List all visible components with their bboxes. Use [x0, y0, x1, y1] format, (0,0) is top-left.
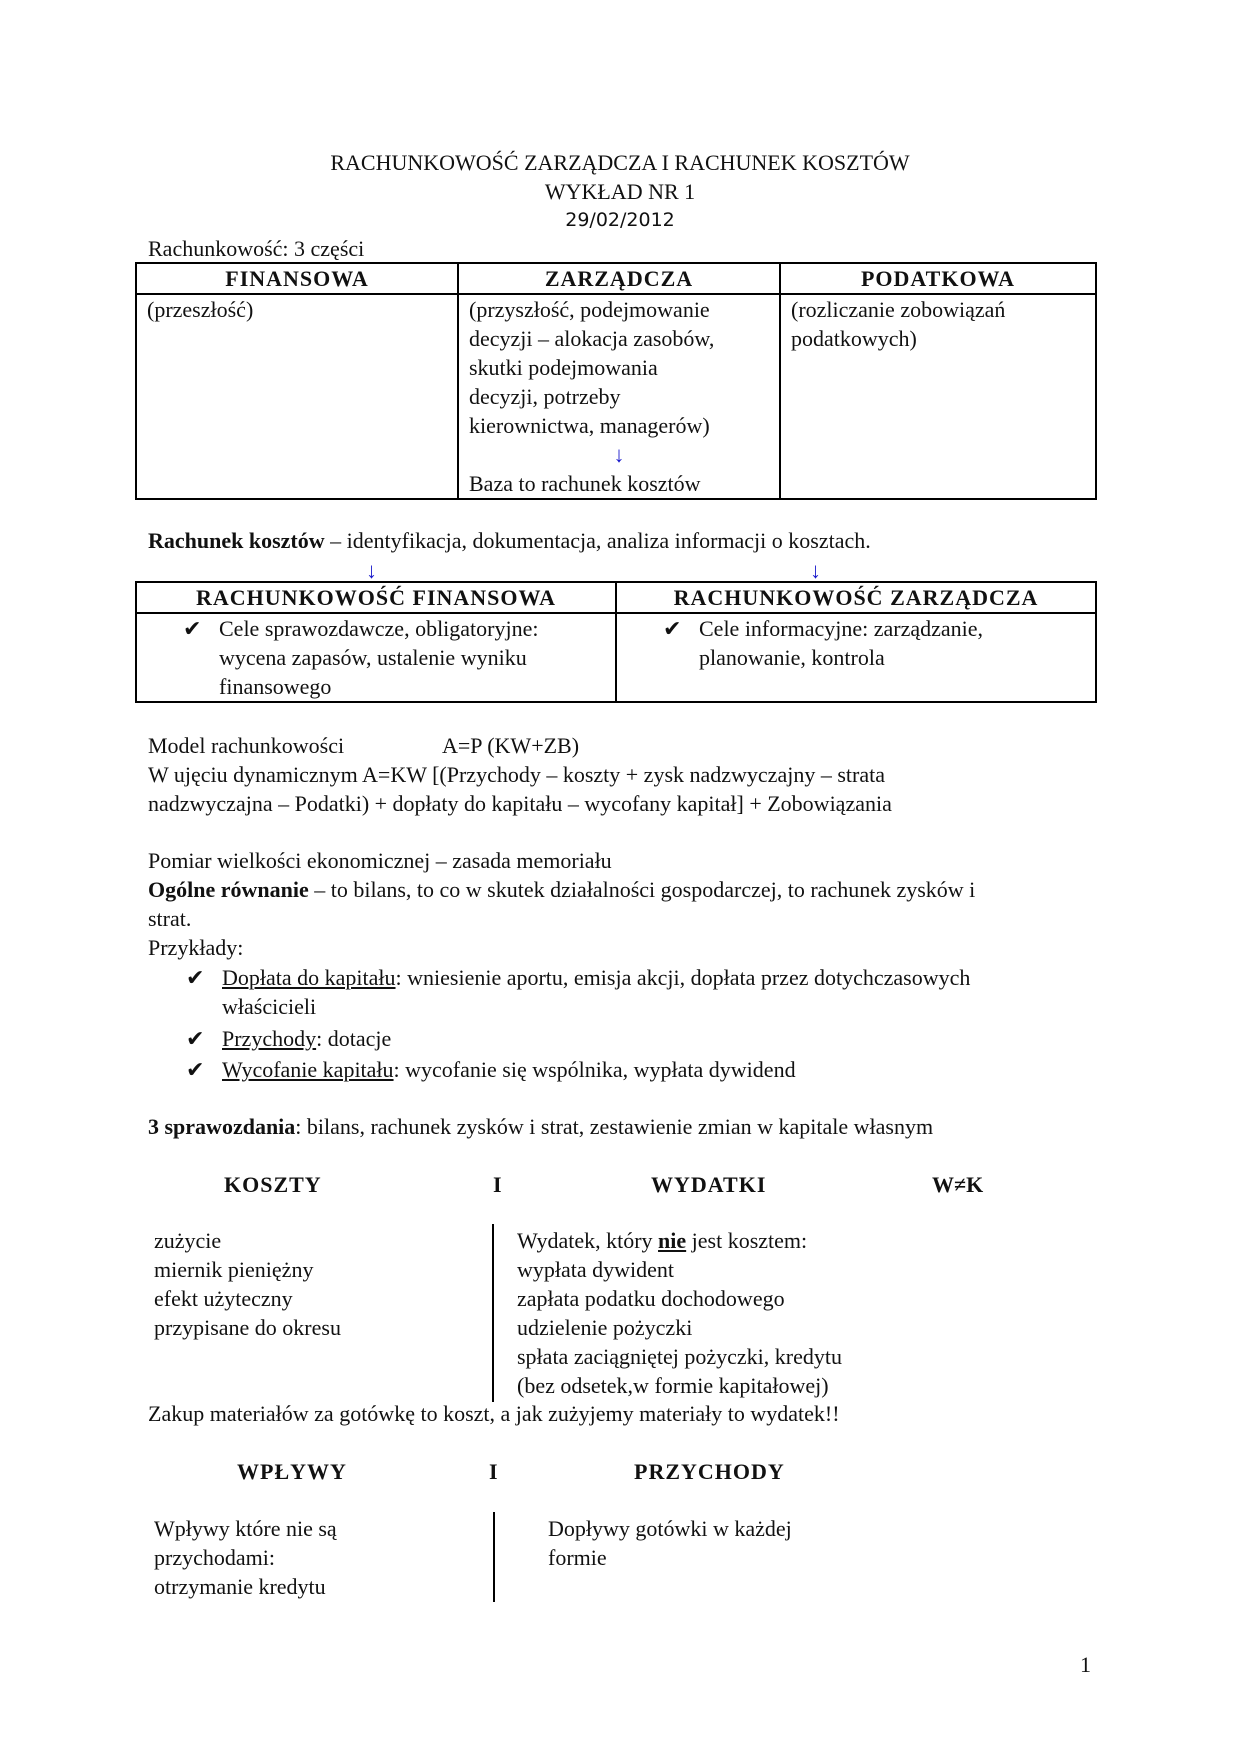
header-finansowa: FINANSOWA — [136, 263, 458, 294]
rachunek-kosztow-definition: Rachunek kosztów – identyfikacja, dokumentacja, analiza informacji o kosztach. — [148, 528, 871, 553]
intro-text: Rachunkowość: 3 części — [148, 236, 365, 261]
header-podatkowa: PODATKOWA — [780, 263, 1096, 294]
dynamic-formula-line1: W ujęciu dynamicznym A=KW [(Przychody – koszty + zysk nadzwyczajny – strata — [148, 762, 885, 787]
zakup-note: Zakup materiałów za gotówkę to koszt, a jak zużyjemy materiały to wydatek!! — [148, 1401, 840, 1426]
wydatki-heading: WYDATKI — [651, 1172, 767, 1197]
example-item: ✔ Dopłata do kapitału: wniesienie aportu, emisja akcji, dopłata przez dotychczasowych — [186, 965, 971, 990]
cell-finansowa-goals: ✔ Cele sprawozdawcze, obligatoryjne: wycena zapasów, ustalenie wyniku finansowego — [136, 613, 616, 702]
sprawozdania-text: 3 sprawozdania: bilans, rachunek zysków i strat, zestawienie zmian w kapitale własnym — [148, 1114, 934, 1139]
checkmark-icon: ✔ — [186, 965, 205, 990]
header-zarzadcza: ZARZĄDCZA — [458, 263, 780, 294]
example-item: ✔ Przychody: dotacje — [186, 1026, 392, 1051]
divider — [492, 1224, 494, 1402]
pomiar-text: Pomiar wielkości ekonomicznej – zasada memoriału — [148, 848, 612, 873]
wplywy-heading: WPŁYWY — [237, 1459, 347, 1484]
document-title: RACHUNKOWOŚĆ ZARZĄDCZA I RACHUNEK KOSZTÓW — [330, 150, 910, 175]
arrow-down-icon: ↓ — [366, 558, 377, 583]
header-rachunkowosc-zarzadcza: RACHUNKOWOŚĆ ZARZĄDCZA — [616, 582, 1096, 613]
arrow-down-icon: ↓ — [810, 558, 821, 583]
model-formula: A=P (KW+ZB) — [442, 733, 580, 758]
checkmark-icon: ✔ — [183, 616, 202, 641]
separator-i: I — [489, 1459, 498, 1484]
divider — [493, 1512, 495, 1602]
przychody-list: Dopływy gotówki w każdej formie — [548, 1516, 792, 1570]
checkmark-icon: ✔ — [663, 616, 682, 641]
koszty-list: zużycie miernik pieniężny efekt użyteczny przypisane do okresu — [154, 1228, 341, 1340]
cell-zarzadcza: (przyszłość, podejmowanie decyzji – alokacja zasobów, skutki podejmowania decyzji, potrzeby kierownictwa, managerów) ↓ Baza to rachunek kosztów — [458, 294, 780, 499]
example-item: ✔ Wycofanie kapitału: wycofanie się wspólnika, wypłata dywidend — [186, 1057, 796, 1082]
cell-finansowa: (przeszłość) — [136, 294, 458, 499]
koszty-heading: KOSZTY — [224, 1172, 322, 1197]
separator-i: I — [493, 1172, 502, 1197]
header-rachunkowosc-finansowa: RACHUNKOWOŚĆ FINANSOWA — [136, 582, 616, 613]
accounting-types-table — [135, 262, 1097, 500]
przychody-heading: PRZYCHODY — [634, 1459, 785, 1484]
checkmark-icon: ✔ — [186, 1026, 205, 1051]
checkmark-icon: ✔ — [186, 1057, 205, 1082]
cell-zarzadcza-goals: ✔ Cele informacyjne: zarządzanie, planowanie, kontrola — [616, 613, 1096, 702]
przyklady-label: Przykłady: — [148, 935, 244, 960]
lecture-number: WYKŁAD NR 1 — [544, 179, 696, 204]
accounting-comparison-table — [135, 581, 1097, 703]
example-item-cont: właścicieli — [222, 994, 317, 1019]
wplywy-list: Wpływy które nie są przychodami: otrzymanie kredytu — [154, 1516, 337, 1599]
ogolne-rownanie-cont: strat. — [148, 906, 192, 931]
dynamic-formula-line2: nadzwyczajna – Podatki) + dopłaty do kapitału – wycofany kapitał] + Zobowiązania — [148, 791, 892, 816]
model-label: Model rachunkowości — [148, 733, 345, 758]
w-not-equal-k: W≠K — [932, 1172, 984, 1197]
arrow-down-icon: ↓ — [613, 442, 625, 467]
cell-podatkowa: (rozliczanie zobowiązań podatkowych) — [780, 294, 1096, 499]
wydatki-list: Wydatek, który nie jest kosztem: wypłata dywident zapłata podatku dochodowego udzielenie pożyczki spłata zaciągniętej pożyczki, kredytu (bez odsetek,w formie kapitałowej) — [517, 1228, 842, 1398]
lecture-date: 29/02/2012 — [565, 209, 675, 231]
ogolne-rownanie: Ogólne równanie – to bilans, to co w skutek działalności gospodarczej, to rachunek zysków i — [148, 877, 976, 902]
page-number: 1 — [1080, 1652, 1091, 1677]
